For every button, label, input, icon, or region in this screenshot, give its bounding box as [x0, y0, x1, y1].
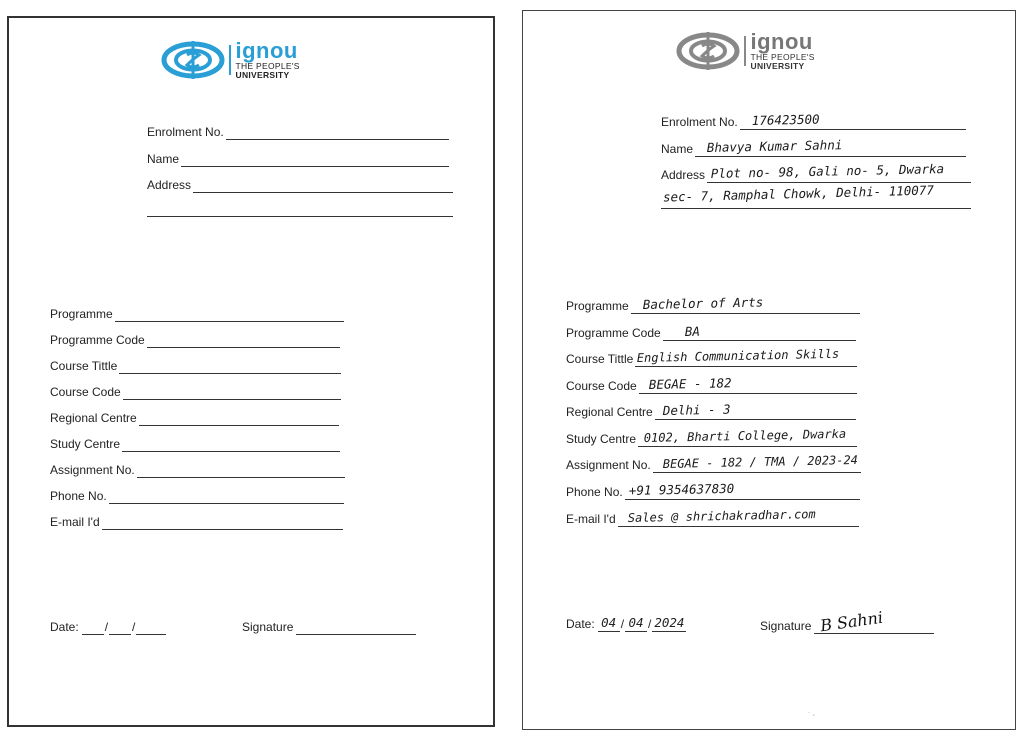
programme-label: Programme	[50, 307, 113, 321]
logo-tagline-university: UNIVERSITY	[235, 69, 290, 80]
course-title-label: Course Tittle	[566, 352, 634, 366]
programme-field[interactable]	[566, 294, 860, 314]
logo-divider	[744, 36, 746, 66]
logo-tagline-university: UNIVERSITY	[750, 60, 805, 71]
email-field[interactable]	[50, 514, 343, 530]
regional-centre-field[interactable]	[50, 410, 339, 426]
regional-centre-value: Delhi - 3	[662, 401, 731, 418]
enrolment-label: Enrolment No.	[147, 125, 224, 139]
date-year-value[interactable]: 2024	[654, 615, 685, 630]
date-field[interactable]	[566, 614, 686, 632]
ignou-emblem-icon	[161, 41, 225, 79]
email-field[interactable]	[566, 507, 859, 527]
programme-code-label: Programme Code	[566, 326, 661, 340]
date-separator: /	[132, 620, 136, 634]
phone-no-label: Phone No.	[50, 489, 107, 503]
email-label: E-mail I'd	[566, 512, 616, 526]
filled-form-page	[522, 10, 1016, 730]
ignou-logo-scanned	[676, 31, 815, 70]
logo-brand: ignou	[235, 38, 298, 63]
regional-centre-label: Regional Centre	[566, 405, 653, 419]
course-title-label: Course Tittle	[50, 359, 118, 373]
date-separator: /	[620, 617, 625, 631]
course-code-label: Course Code	[50, 385, 121, 399]
programme-label: Programme	[566, 299, 629, 313]
phone-no-label: Phone No.	[566, 485, 623, 499]
course-code-field[interactable]	[566, 375, 857, 394]
study-centre-value: 0102, Bharti College, Dwarka	[643, 426, 847, 445]
date-label: Date:	[50, 620, 79, 634]
programme-value: Bachelor of Arts	[642, 294, 764, 312]
address-value-line-2: sec- 7, Ramphal Chowk, Delhi- 110077	[662, 182, 935, 205]
course-code-value: BEGAE - 182	[648, 375, 732, 392]
study-centre-field[interactable]	[50, 436, 340, 452]
name-value: Bhavya Kumar Sahni	[706, 137, 843, 155]
assignment-no-label: Assignment No.	[50, 463, 135, 477]
address-line-2[interactable]	[147, 215, 453, 217]
enrolment-field[interactable]	[147, 124, 449, 140]
assignment-no-value: BEGAE - 182 / TMA / 2023-24	[662, 452, 858, 471]
address-label: Address	[147, 178, 192, 192]
date-field[interactable]	[50, 617, 166, 635]
study-centre-label: Study Centre	[50, 437, 121, 451]
signature-label: Signature	[242, 620, 294, 634]
study-centre-field[interactable]	[566, 426, 857, 447]
name-field[interactable]	[661, 137, 966, 157]
address-label: Address	[661, 168, 706, 182]
regional-centre-label: Regional Centre	[50, 411, 137, 425]
address-value-line-1: Plot no- 98, Gali no- 5, Dwarka	[710, 161, 945, 181]
course-code-field[interactable]	[50, 384, 341, 400]
course-title-field[interactable]	[50, 358, 341, 374]
date-month-value[interactable]: 04	[625, 615, 647, 632]
phone-no-value: +91 9354637830	[628, 480, 735, 498]
logo-brand: ignou	[750, 29, 813, 54]
name-field[interactable]	[147, 151, 449, 167]
date-separator: /	[648, 617, 652, 631]
date-day-slot[interactable]	[82, 618, 104, 635]
name-label: Name	[147, 152, 180, 166]
signature-field[interactable]	[242, 617, 416, 635]
course-code-label: Course Code	[566, 379, 637, 393]
programme-code-field[interactable]	[50, 332, 340, 348]
phone-no-field[interactable]	[50, 488, 344, 504]
assignment-no-field[interactable]	[566, 452, 861, 473]
blank-form-page	[7, 16, 495, 727]
email-label: E-mail I'd	[50, 515, 100, 529]
date-day-value[interactable]: 04	[598, 615, 620, 632]
phone-no-field[interactable]	[566, 480, 860, 500]
regional-centre-field[interactable]	[566, 401, 856, 420]
name-label: Name	[661, 142, 694, 156]
date-separator: /	[104, 620, 109, 634]
study-centre-label: Study Centre	[566, 432, 637, 446]
course-title-field[interactable]	[566, 346, 857, 367]
date-label: Date:	[566, 617, 595, 631]
signature-field[interactable]	[760, 607, 934, 636]
assignment-no-label: Assignment No.	[566, 458, 651, 472]
logo-tagline: THE PEOPLE'S	[235, 61, 300, 71]
enrolment-label: Enrolment No.	[661, 115, 738, 129]
scan-speck: ˙ ⸱	[807, 711, 815, 720]
email-value: Sales @ shrichakradhar.com	[627, 507, 816, 525]
ignou-logo	[161, 40, 300, 79]
handwritten-signature: B Sahni	[819, 607, 885, 636]
ignou-emblem-icon	[676, 32, 740, 70]
programme-field[interactable]	[50, 306, 344, 322]
signature-label: Signature	[760, 619, 812, 633]
date-year-slot[interactable]	[136, 618, 166, 635]
date-month-slot[interactable]	[109, 618, 131, 635]
programme-code-label: Programme Code	[50, 333, 145, 347]
enrolment-field[interactable]	[661, 111, 966, 130]
course-title-value: English Communication Skills	[637, 346, 840, 365]
address-line-2[interactable]	[661, 207, 971, 209]
programme-code-value: BA	[684, 323, 700, 339]
assignment-no-field[interactable]	[50, 462, 345, 478]
logo-tagline: THE PEOPLE'S	[750, 52, 815, 62]
enrolment-value: 176423500	[751, 111, 820, 128]
address-field[interactable]	[661, 161, 971, 183]
address-field[interactable]	[147, 177, 453, 193]
logo-divider	[229, 45, 231, 75]
programme-code-field[interactable]	[566, 325, 856, 341]
